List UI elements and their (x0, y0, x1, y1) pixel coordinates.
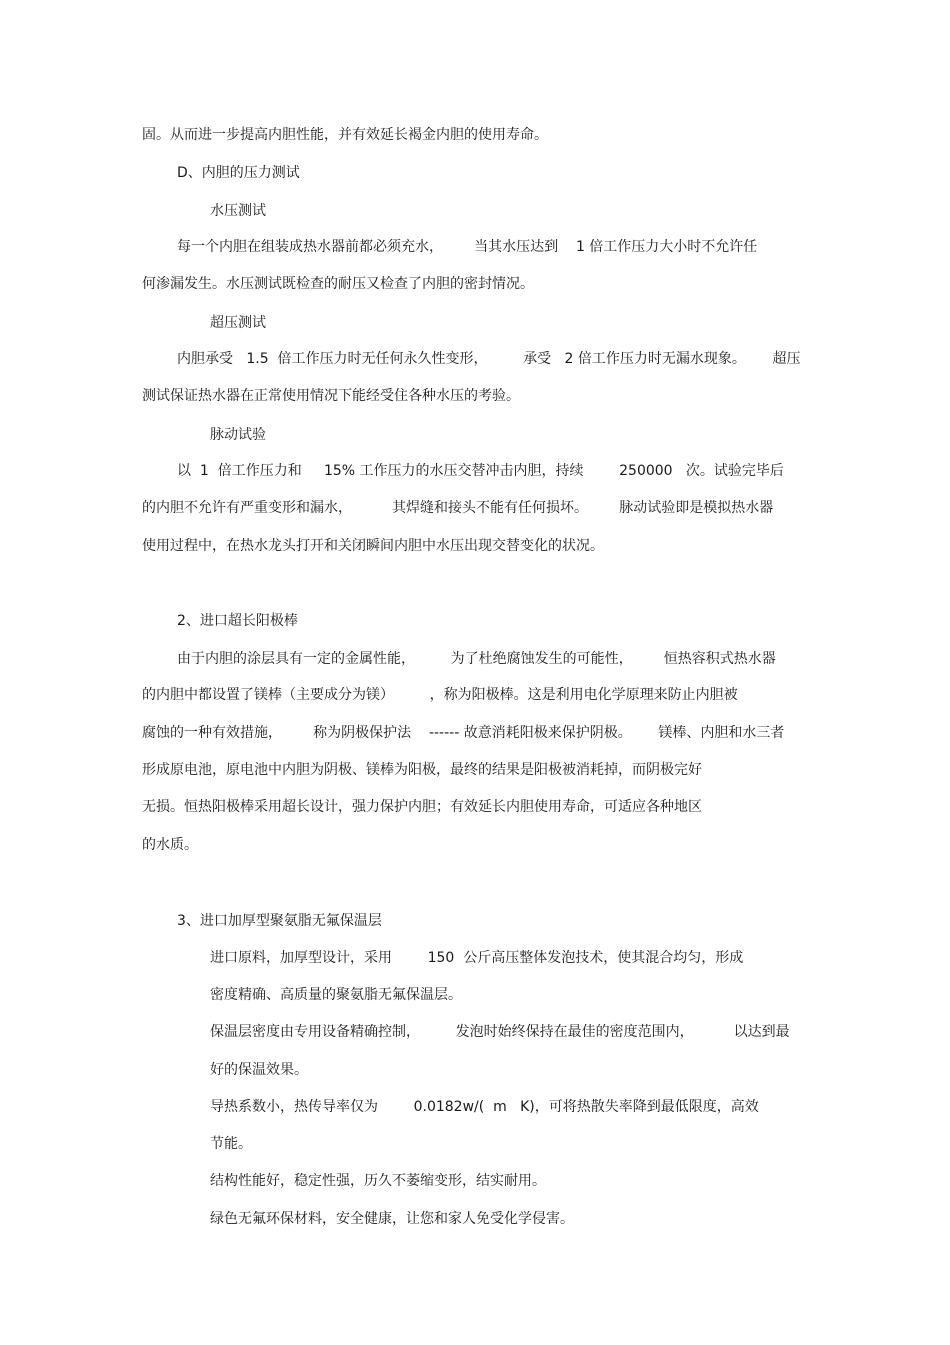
section-3-line: 导热系数小，热传导率仅为 0.0182w/( m K)，可将热散失率降到最低限度，高效 (210, 1099, 759, 1115)
pulse-test-line: 使用过程中，在热水龙头打开和关闭瞬间内胆中水压出现交替变化的状况。 (142, 538, 604, 554)
section-2-heading: 2、进口超长阳极棒 (177, 613, 298, 629)
hydro-test-line: 何渗漏发生。水压测试既检查的耐压又检查了内胆的密封情况。 (142, 276, 534, 292)
paragraph-continuation: 固。从而进一步提高内胆性能，并有效延长褐金内胆的使用寿命。 (142, 127, 548, 143)
overpressure-test-heading: 超压测试 (210, 315, 266, 331)
section-2-line: 形成原电池，原电池中内胆为阴极、镁棒为阳极，最终的结果是阳极被消耗掉，而阴极完好 (142, 762, 702, 778)
hydro-test-heading: 水压测试 (210, 203, 266, 219)
section-3-line: 绿色无氟环保材料，安全健康，让您和家人免受化学侵害。 (210, 1211, 574, 1227)
section-2-line: 腐蚀的一种有效措施， 称为阴极保护法 ------ 故意消耗阳极来保护阴极。 镁棒、内胆和水三者 (142, 725, 785, 741)
section-3-heading: 3、进口加厚型聚氨脂无氟保温层 (177, 913, 382, 929)
hydro-test-line: 每一个内胆在组装成热水器前都必须充水， 当其水压达到 1 倍工作压力大小时不允许任 (177, 239, 758, 255)
section-2-line: 由于内胆的涂层具有一定的金属性能， 为了杜绝腐蚀发生的可能性， 恒热容积式热水器 (177, 651, 776, 667)
section-3-line: 节能。 (210, 1136, 252, 1152)
overpressure-test-line: 测试保证热水器在正常使用情况下能经受住各种水压的考验。 (142, 388, 520, 404)
section-3-line: 结构性能好，稳定性强，历久不萎缩变形，结实耐用。 (210, 1173, 546, 1189)
overpressure-test-line: 内胆承受 1.5 倍工作压力时无任何永久性变形， 承受 2 倍工作压力时无漏水现象。 超压 (177, 351, 801, 367)
section-3-line: 好的保温效果。 (210, 1062, 308, 1078)
pulse-test-heading: 脉动试验 (210, 427, 266, 443)
pulse-test-line: 以 1 倍工作压力和 15% 工作压力的水压交替冲击内胆，持续 250000 次。试验完毕后 (177, 463, 784, 479)
section-3-line: 密度精确、高质量的聚氨脂无氟保温层。 (210, 987, 462, 1003)
section-d-heading: D、内胆的压力测试 (177, 165, 300, 181)
section-2-line: 的内胆中都设置了镁棒（主要成分为镁） ，称为阳极棒。这是利用电化学原理来防止内胆被 (142, 687, 738, 703)
section-3-line: 进口原料，加厚型设计，采用 150 公斤高压整体发泡技术，使其混合均匀，形成 (210, 950, 744, 966)
section-3-line: 保温层密度由专用设备精确控制， 发泡时始终保持在最佳的密度范围内， 以达到最 (210, 1024, 790, 1040)
section-2-line: 的水质。 (142, 837, 198, 853)
section-2-line: 无损。恒热阳极棒采用超长设计，强力保护内胆；有效延长内胆使用寿命，可适应各种地区 (142, 799, 702, 815)
pulse-test-line: 的内胆不允许有严重变形和漏水， 其焊缝和接头不能有任何损坏。 脉动试验即是模拟热水器 (142, 500, 774, 516)
